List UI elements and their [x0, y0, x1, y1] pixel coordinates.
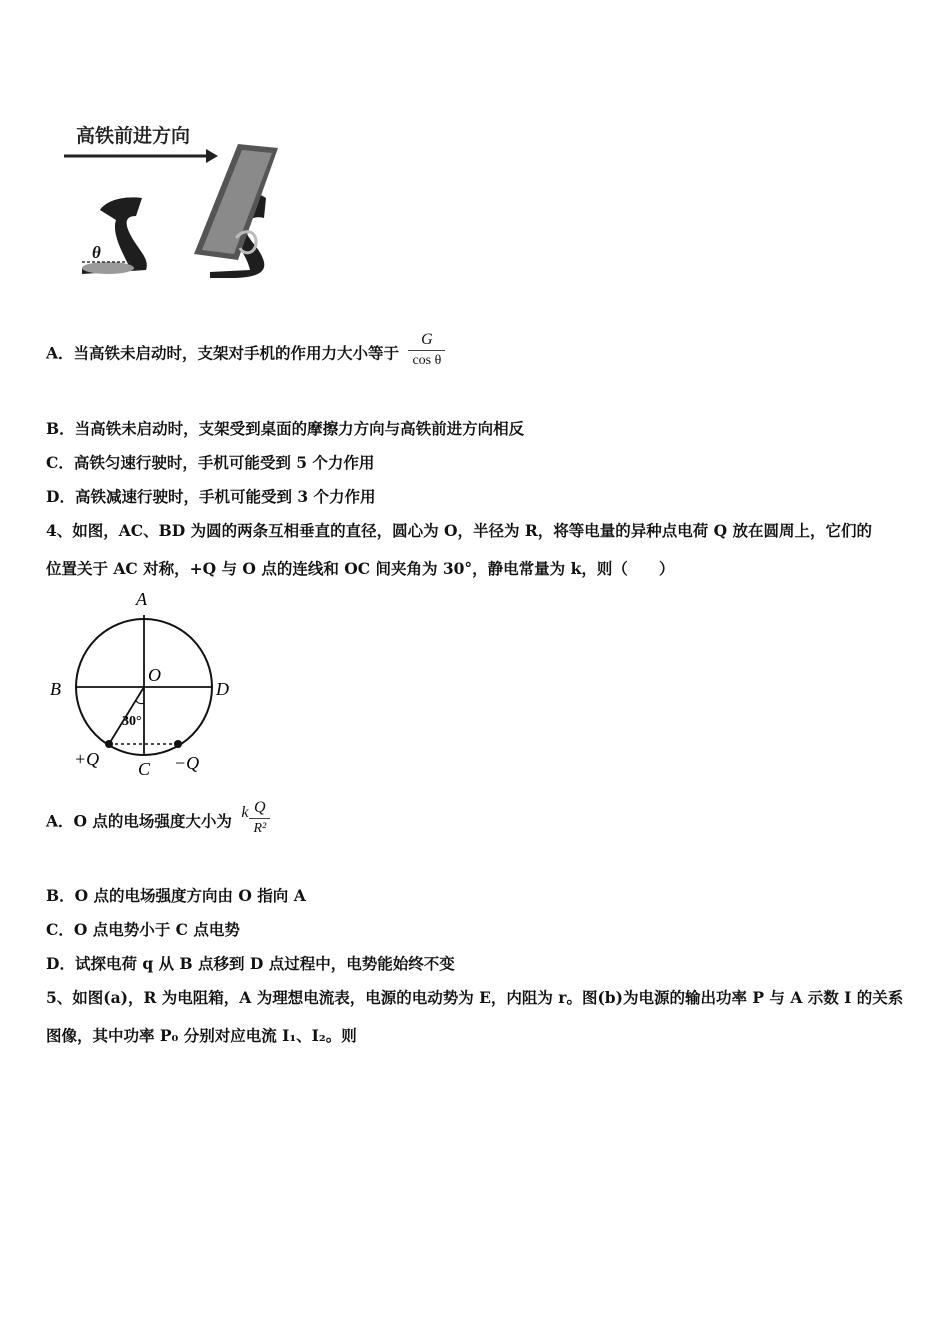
arrow-label: 高铁前进方向 [76, 126, 191, 147]
q4-stem-line1: 4、如图，AC、BD 为圆的两条互相垂直的直径，圆心为 O，半径为 R，将等电量的异种点电荷 Q 放在圆周上，它们的 [46, 521, 873, 540]
label-plus-q: +Q [74, 749, 100, 769]
q4-option-a [46, 799, 270, 843]
q4-option-b: B．O 点的电场强度方向由 O 指向 A [46, 886, 306, 905]
q4-stem-line2: 位置关于 AC 对称，+Q 与 O 点的连线和 OC 间夹角为 30°，静电常量为 k，则（ ） [46, 559, 675, 578]
fraction-denominator: R² [253, 821, 267, 836]
angle-theta: θ [92, 243, 101, 262]
label-minus-q: −Q [174, 753, 200, 773]
label-d: D [216, 679, 229, 699]
q5-stem-line2: 图像，其中功率 P₀ 分别对应电流 I₁、I₂。则 [46, 1026, 357, 1045]
label-a: A [136, 589, 147, 609]
q5-stem-line1: 5、如图(a)，R 为电阻箱，A 为理想电流表，电源的电动势为 E，内阻为 r。图(b)为电源的输出功率 P 与 A 示数 I 的关系 [46, 988, 904, 1007]
phone-stand-figure [60, 118, 290, 288]
arrow-head [206, 149, 218, 163]
minus-q-charge [174, 740, 182, 748]
label-angle: 30° [122, 714, 142, 729]
fraction-denominator: cos θ [412, 353, 442, 368]
q3-option-a-text: A．当高铁未启动时，支架对手机的作用力大小等于 [46, 343, 400, 363]
fraction-numerator: G [408, 330, 445, 351]
q4-option-a-fraction [249, 798, 270, 839]
label-c: C [138, 759, 151, 779]
plus-q-charge [105, 740, 113, 748]
q3-option-a [46, 331, 445, 375]
q4-option-d: D．试探电荷 q 从 B 点移到 D 点过程中，电势能始终不变 [46, 954, 455, 973]
q3-option-b: B．当高铁未启动时，支架受到桌面的摩擦力方向与高铁前进方向相反 [46, 419, 525, 438]
q4-option-a-text: A．O 点的电场强度大小为 [46, 811, 232, 831]
constant-k: k [241, 803, 249, 821]
label-o: O [148, 665, 161, 685]
q3-option-a-fraction [408, 330, 445, 371]
q4-option-c: C．O 点电势小于 C 点电势 [46, 920, 240, 939]
stand-base [82, 262, 134, 274]
label-b: B [50, 679, 61, 699]
fraction-numerator: Q [249, 798, 270, 819]
angle-arc [136, 701, 144, 704]
q3-option-d: D．高铁减速行驶时，手机可能受到 3 个力作用 [46, 487, 376, 506]
q3-option-c: C．高铁匀速行驶时，手机可能受到 5 个力作用 [46, 453, 375, 472]
circle-charges-figure [44, 585, 244, 780]
